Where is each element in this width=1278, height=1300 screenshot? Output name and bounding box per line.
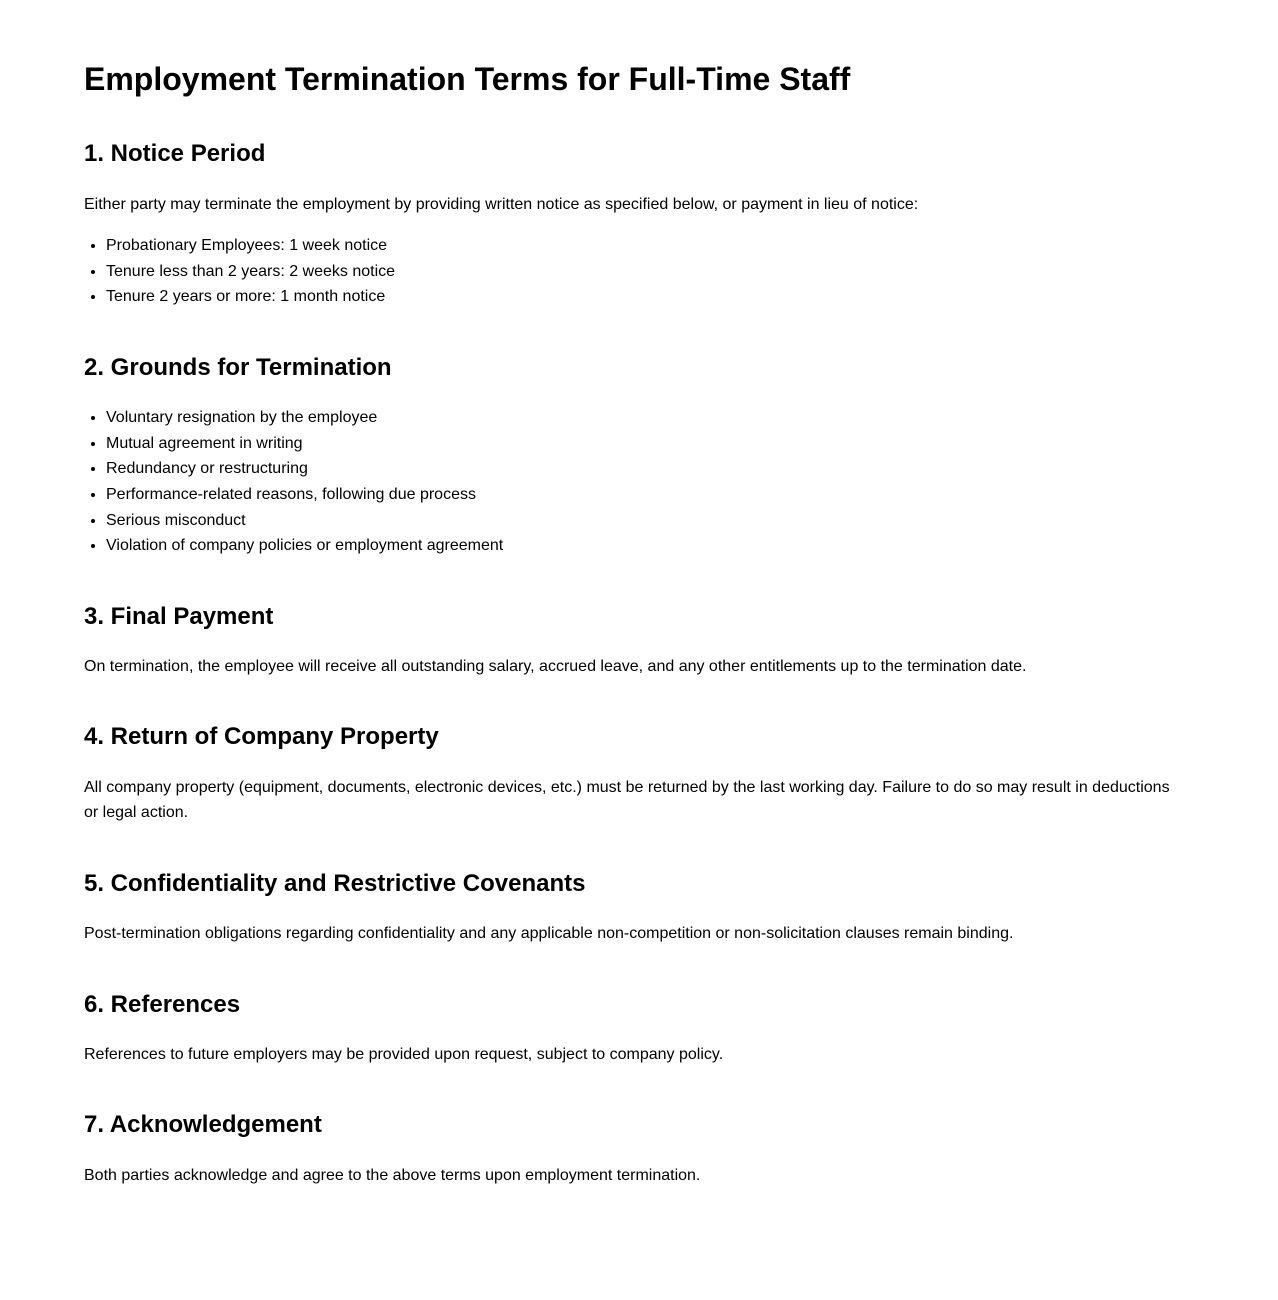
section-acknowledgement: [84, 1109, 1187, 1188]
section-notice-period: [84, 138, 1187, 310]
section-paragraph: All company property (equipment, documents, electronic devices, etc.) must be returned by the last working day. Failure to do so may result in deductions or legal action.: [84, 778, 1170, 822]
list-item: • Violation of company policies or employment agreement: [106, 533, 1187, 559]
list-item: • Probationary Employees: 1 week notice: [106, 233, 1187, 259]
notice-period-bullet-list: [84, 233, 1187, 310]
section-confidentiality-covenants: [84, 868, 1187, 947]
list-item: • Tenure 2 years or more: 1 month notice: [106, 284, 1187, 310]
section-grounds-for-termination: [84, 352, 1187, 559]
section-heading-return-of-company-property: 4. Return of Company Property: [84, 723, 439, 751]
section-paragraph: References to future employers may be provided upon request, subject to company policy.: [84, 1045, 724, 1063]
section-paragraph: Both parties acknowledge and agree to the above terms upon employment termination.: [84, 1166, 701, 1184]
section-heading-final-payment: 3. Final Payment: [84, 602, 274, 630]
grounds-bullet-list: [84, 405, 1187, 559]
list-item: • Serious misconduct: [106, 508, 1187, 534]
section-paragraph: Post-termination obligations regarding confidentiality and any applicable non-competition or non-solicitation clauses remain binding.: [84, 925, 1014, 943]
section-heading-confidentiality-covenants: 5. Confidentiality and Restrictive Covenants: [84, 869, 586, 897]
section-references: [84, 989, 1187, 1068]
section-heading-references: 6. References: [84, 990, 241, 1018]
section-heading-notice-period: 1. Notice Period: [84, 140, 266, 168]
section-return-of-company-property: [84, 721, 1187, 825]
list-item: • Voluntary resignation by the employee: [106, 405, 1187, 431]
section-heading-grounds-for-termination: 2. Grounds for Termination: [84, 353, 392, 381]
list-item: • Tenure less than 2 years: 2 weeks notice: [106, 259, 1187, 285]
section-final-payment: [84, 601, 1187, 680]
section-paragraph: On termination, the employee will receive all outstanding salary, accrued leave, and any other entitlements up to the termination date.: [84, 657, 1027, 675]
list-item: • Redundancy or restructuring: [106, 456, 1187, 482]
list-item: • Mutual agreement in writing: [106, 431, 1187, 457]
section-heading-acknowledgement: 7. Acknowledgement: [84, 1111, 322, 1139]
document-title: Employment Termination Terms for Full-Time Staff: [84, 61, 851, 97]
list-item: • Performance-related reasons, following due process: [106, 482, 1187, 508]
section-paragraph: Either party may terminate the employment by providing written notice as specified below, or payment in lieu of notice:: [84, 195, 919, 213]
